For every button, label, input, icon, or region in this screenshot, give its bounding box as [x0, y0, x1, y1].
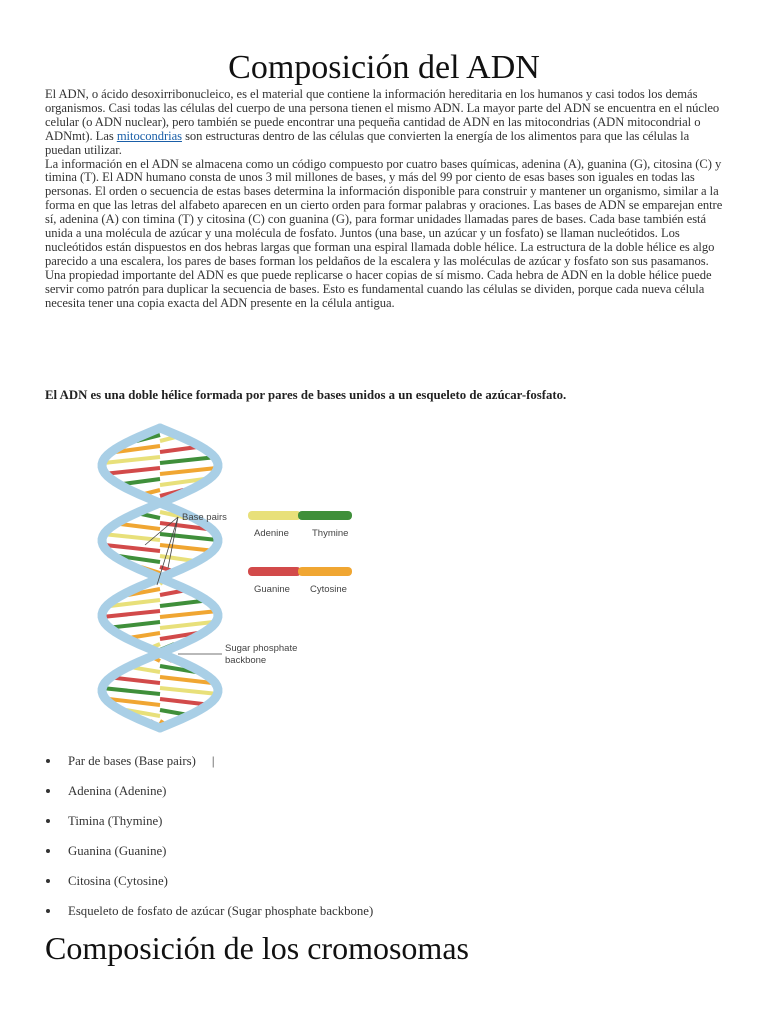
page-title: Composición del ADN: [228, 49, 540, 86]
base-rung: [160, 688, 218, 694]
guanine-label: Guanine: [254, 584, 290, 595]
backbone-label-line-2: backbone: [225, 655, 267, 666]
thymine-label: Thymine: [312, 528, 349, 539]
backbone-callout: [178, 643, 297, 666]
base-rung: [104, 457, 161, 463]
paragraph-1: [45, 88, 725, 158]
list-item: Timina (Thymine): [45, 810, 373, 840]
base-rung: [160, 457, 217, 463]
paragraph-1-text-a: El ADN, o ácido desoxirribonucleico, es el material que contiene la información hereditaria en los humanos y casi todos los demás organismos. Casi todas las células del cuerpo de una persona tienen el mismo ADN. La mayor parte del ADN se encuentra en el núcleo celular (o ADN nuclear), pero también se puede encontrar una pequeña cantidad de ADN en las mitocondrias (ADN mitocondrial o ADNmt). Las: [45, 87, 720, 143]
adenine-label: Adenine: [254, 528, 289, 539]
base-rung: [160, 468, 217, 474]
figure-legend-list: [45, 750, 373, 930]
cytosine-swatch: [298, 567, 352, 576]
mitocondrias-link[interactable]: mitocondrias: [116, 128, 182, 143]
list-item: Esqueleto de fosfato de azúcar (Sugar phosphate backbone): [45, 900, 373, 930]
adenine-swatch: [248, 511, 301, 520]
base-rung: [102, 611, 160, 617]
base-rung: [160, 534, 217, 540]
base-rung: [102, 688, 160, 694]
base-rung: [160, 611, 218, 617]
list-item: Guanina (Guanine): [45, 840, 373, 870]
guanine-swatch: [248, 567, 301, 576]
backbone-label-line-1: Sugar phosphate: [225, 643, 298, 654]
article-body: [45, 88, 725, 311]
section-heading: Composición de los cromosomas: [45, 930, 469, 966]
base-pairs-label: Base pairs: [182, 512, 227, 523]
base-legend: [248, 508, 368, 598]
base-rung: [104, 468, 161, 474]
figure-caption: El ADN es una doble hélice formada por pares de bases unidos a un esqueleto de azúcar-fosfato.: [45, 388, 567, 402]
paragraph-1-text-b: son estructuras dentro de las células que convierten la energía de los alimentos para que las células la puedan utilizar.: [45, 128, 690, 157]
list-item: Citosina (Cytosine): [45, 870, 373, 900]
thymine-swatch: [298, 511, 352, 520]
list-item: Par de bases (Base pairs) |: [45, 750, 373, 780]
cytosine-label: Cytosine: [310, 584, 347, 595]
paragraph-2: La información en el ADN se almacena como un código compuesto por cuatro bases químicas, adenina (A), guanina (G), citosina (C) y timina (T). El ADN humano consta de unos 3 mil millones de bases, y más del 99 por ciento de esas bases son iguales en todas las personas. El orden o secuencia de estas bases determina la información disponible para construir y mantener un organismo, similar a la forma en que las letras del alfabeto aparecen en un cierto orden para formar palabras y oraciones. Las bases de ADN se emparejan entre sí, adenina (A) con timina (T) y citosina (C) con guanina (G), para formar unidades llamadas pares de bases. Cada base también está unida a una molécula de azúcar y una molécula de fosfato. Juntos (una base, un azúcar y un fosfato) se llaman nucleótidos. Los nucleótidos están dispuestos en dos hebras largas que forman una espiral llamada doble hélice. La estructura de la doble hélice es algo parecido a una escalera, los pares de bases forman los peldaños de la escalera y las moléculas de azúcar y fosfato son sus pasamanos. Una propiedad importante del ADN es que puede replicarse o hacer copias de sí mismo. Cada hebra de ADN en la doble hélice puede servir como patrón para duplicar la secuencia de bases. Esto es fundamental cuando las células se dividen, porque cada nueva célula necesita tener una copia exacta del ADN presente en la célula antigua.: [45, 156, 723, 310]
list-item: Adenina (Adenine): [45, 780, 373, 810]
